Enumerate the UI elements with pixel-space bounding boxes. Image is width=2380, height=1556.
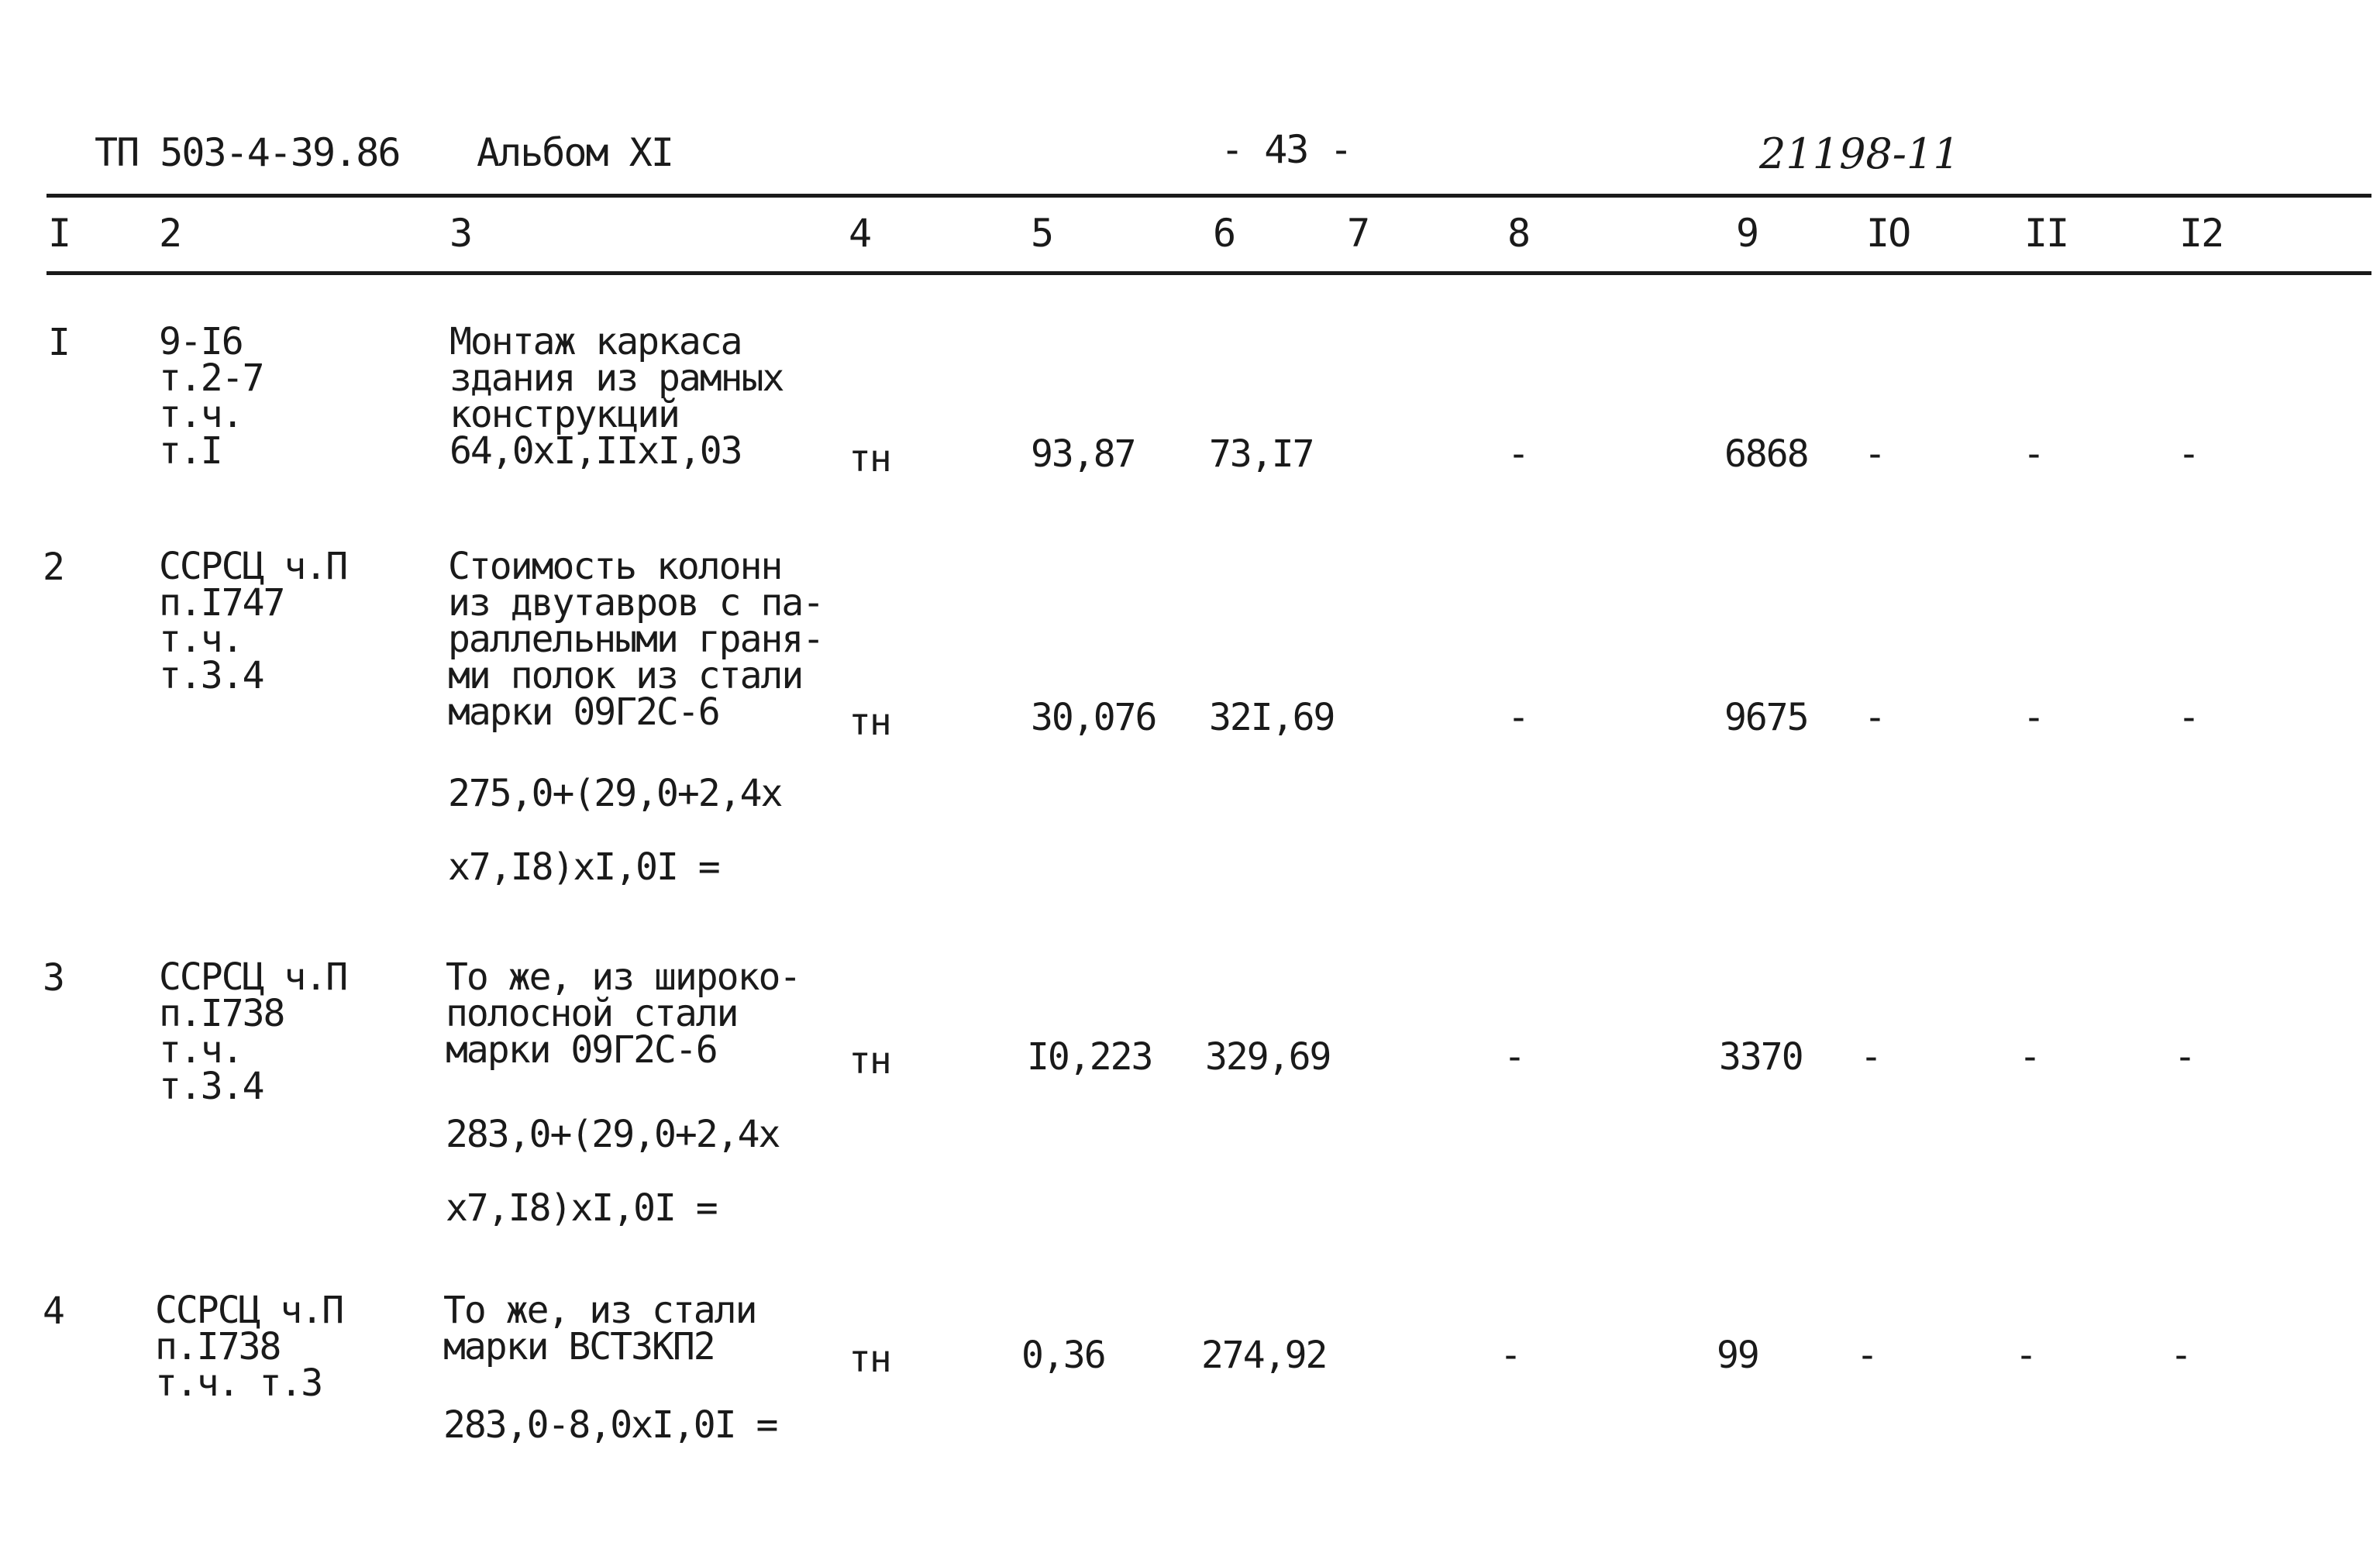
description-line: полосной стали xyxy=(446,992,738,1035)
row-formula-line: 275,0+(29,0+2,4x xyxy=(448,772,782,815)
code-line: т.ч. xyxy=(159,618,243,661)
row-col12: - xyxy=(2178,432,2199,476)
row-number: 3 xyxy=(43,956,64,1000)
row-quantity: 0,36 xyxy=(1021,1334,1105,1377)
code-line: ССРСЦ ч.П xyxy=(155,1289,343,1332)
document-code: ТП 503-4-39.86 xyxy=(95,130,400,175)
row-col8: - xyxy=(1507,432,1528,476)
row-unit-price: 274,92 xyxy=(1201,1334,1327,1377)
column-header: II xyxy=(2024,211,2068,256)
row-col12: - xyxy=(2170,1334,2191,1377)
row-formula-line: 283,0-8,0xI,0I = xyxy=(443,1403,777,1447)
album-label: Альбом XI xyxy=(477,130,673,175)
row-unit-price: 73,I7 xyxy=(1209,432,1314,476)
row-description xyxy=(443,1289,756,1368)
description-line: раллельными граня- xyxy=(448,618,824,661)
row-quantity: 30,076 xyxy=(1031,696,1156,739)
row-unit: тн xyxy=(849,701,890,744)
row-quantity: I0,223 xyxy=(1027,1035,1152,1079)
row-col8: - xyxy=(1500,1334,1521,1377)
code-line: т.3.4 xyxy=(159,1065,263,1108)
row-description xyxy=(449,320,784,473)
row-col8: - xyxy=(1507,696,1528,739)
column-header: 4 xyxy=(849,211,871,256)
description-line: марки 09Г2С-6 xyxy=(448,690,719,734)
code-line: т.2-7 xyxy=(159,356,263,400)
row-unit-price: 32I,69 xyxy=(1209,696,1335,739)
description-line: То же, из стали xyxy=(443,1289,756,1332)
row-col12: - xyxy=(2174,1035,2195,1079)
row-total: 3370 xyxy=(1719,1035,1803,1079)
code-line: п.I738 xyxy=(155,1325,281,1368)
column-header: 5 xyxy=(1031,211,1053,256)
inventory-number: 21198-11 xyxy=(1759,129,1960,178)
code-line: ССРСЦ ч.П xyxy=(159,955,347,999)
table-top-rule xyxy=(46,194,2371,198)
code-line: т.I xyxy=(159,429,222,473)
row-col11: - xyxy=(2023,432,2044,476)
row-description xyxy=(446,955,801,1072)
row-unit: тн xyxy=(849,437,890,480)
row-total: 9675 xyxy=(1724,696,1808,739)
row-col10: - xyxy=(1864,696,1885,739)
column-header: 6 xyxy=(1213,211,1235,256)
column-header: 9 xyxy=(1736,211,1758,256)
row-unit-price: 329,69 xyxy=(1205,1035,1331,1079)
row-col11: - xyxy=(2023,696,2044,739)
row-formula-line: x7,I8)xI,0I = xyxy=(446,1186,717,1230)
row-col10: - xyxy=(1860,1035,1881,1079)
description-line: 64,0xI,IIxI,03 xyxy=(449,429,742,473)
row-col8: - xyxy=(1503,1035,1524,1079)
row-code xyxy=(155,1289,343,1405)
row-code xyxy=(159,955,347,1108)
row-total: 6868 xyxy=(1724,432,1808,476)
code-line: ССРСЦ ч.П xyxy=(159,545,347,588)
row-col11: - xyxy=(2019,1035,2040,1079)
description-line: ми полок из стали xyxy=(448,654,803,697)
row-number: 2 xyxy=(43,546,64,589)
code-line: п.I747 xyxy=(159,581,284,625)
code-line: т.3.4 xyxy=(159,654,263,697)
row-formula-line: 283,0+(29,0+2,4x xyxy=(446,1113,780,1156)
row-col10: - xyxy=(1856,1334,1877,1377)
row-code xyxy=(159,320,263,473)
description-line: конструкций xyxy=(449,393,679,436)
description-line: здания из рамных xyxy=(449,356,784,400)
column-header: 3 xyxy=(449,211,472,256)
column-header: I2 xyxy=(2179,211,2223,256)
row-col12: - xyxy=(2178,696,2199,739)
row-col10: - xyxy=(1864,432,1885,476)
description-line: марки ВСТ3КП2 xyxy=(443,1325,715,1368)
page-number: - 43 - xyxy=(1221,127,1352,172)
code-line: т.ч. xyxy=(159,1028,243,1072)
code-line: т.ч. xyxy=(159,393,243,436)
row-formula-line: x7,I8)xI,0I = xyxy=(448,845,719,889)
code-line: т.ч. т.3 xyxy=(155,1362,322,1405)
code-line: п.I738 xyxy=(159,992,284,1035)
description-line: марки 09Г2С-6 xyxy=(446,1028,717,1072)
column-header: I xyxy=(48,211,71,256)
row-total: 99 xyxy=(1717,1334,1758,1377)
code-line: 9-I6 xyxy=(159,320,243,363)
description-line: из двутавров с па- xyxy=(448,581,824,625)
column-header: 8 xyxy=(1507,211,1530,256)
description-line: Монтаж каркаса xyxy=(449,320,742,363)
row-description xyxy=(448,545,824,734)
row-col11: - xyxy=(2015,1334,2036,1377)
row-unit: тн xyxy=(849,1337,890,1381)
row-code xyxy=(159,545,347,697)
column-header: 7 xyxy=(1347,211,1369,256)
column-header: IO xyxy=(1866,211,1910,256)
row-number: 4 xyxy=(43,1289,64,1333)
row-unit: тн xyxy=(849,1039,890,1083)
table-header-rule xyxy=(46,271,2371,275)
row-quantity: 93,87 xyxy=(1031,432,1135,476)
row-number: I xyxy=(48,321,69,364)
description-line: Стоимость колонн xyxy=(448,545,782,588)
column-header: 2 xyxy=(159,211,181,256)
description-line: То же, из широко- xyxy=(446,955,801,999)
